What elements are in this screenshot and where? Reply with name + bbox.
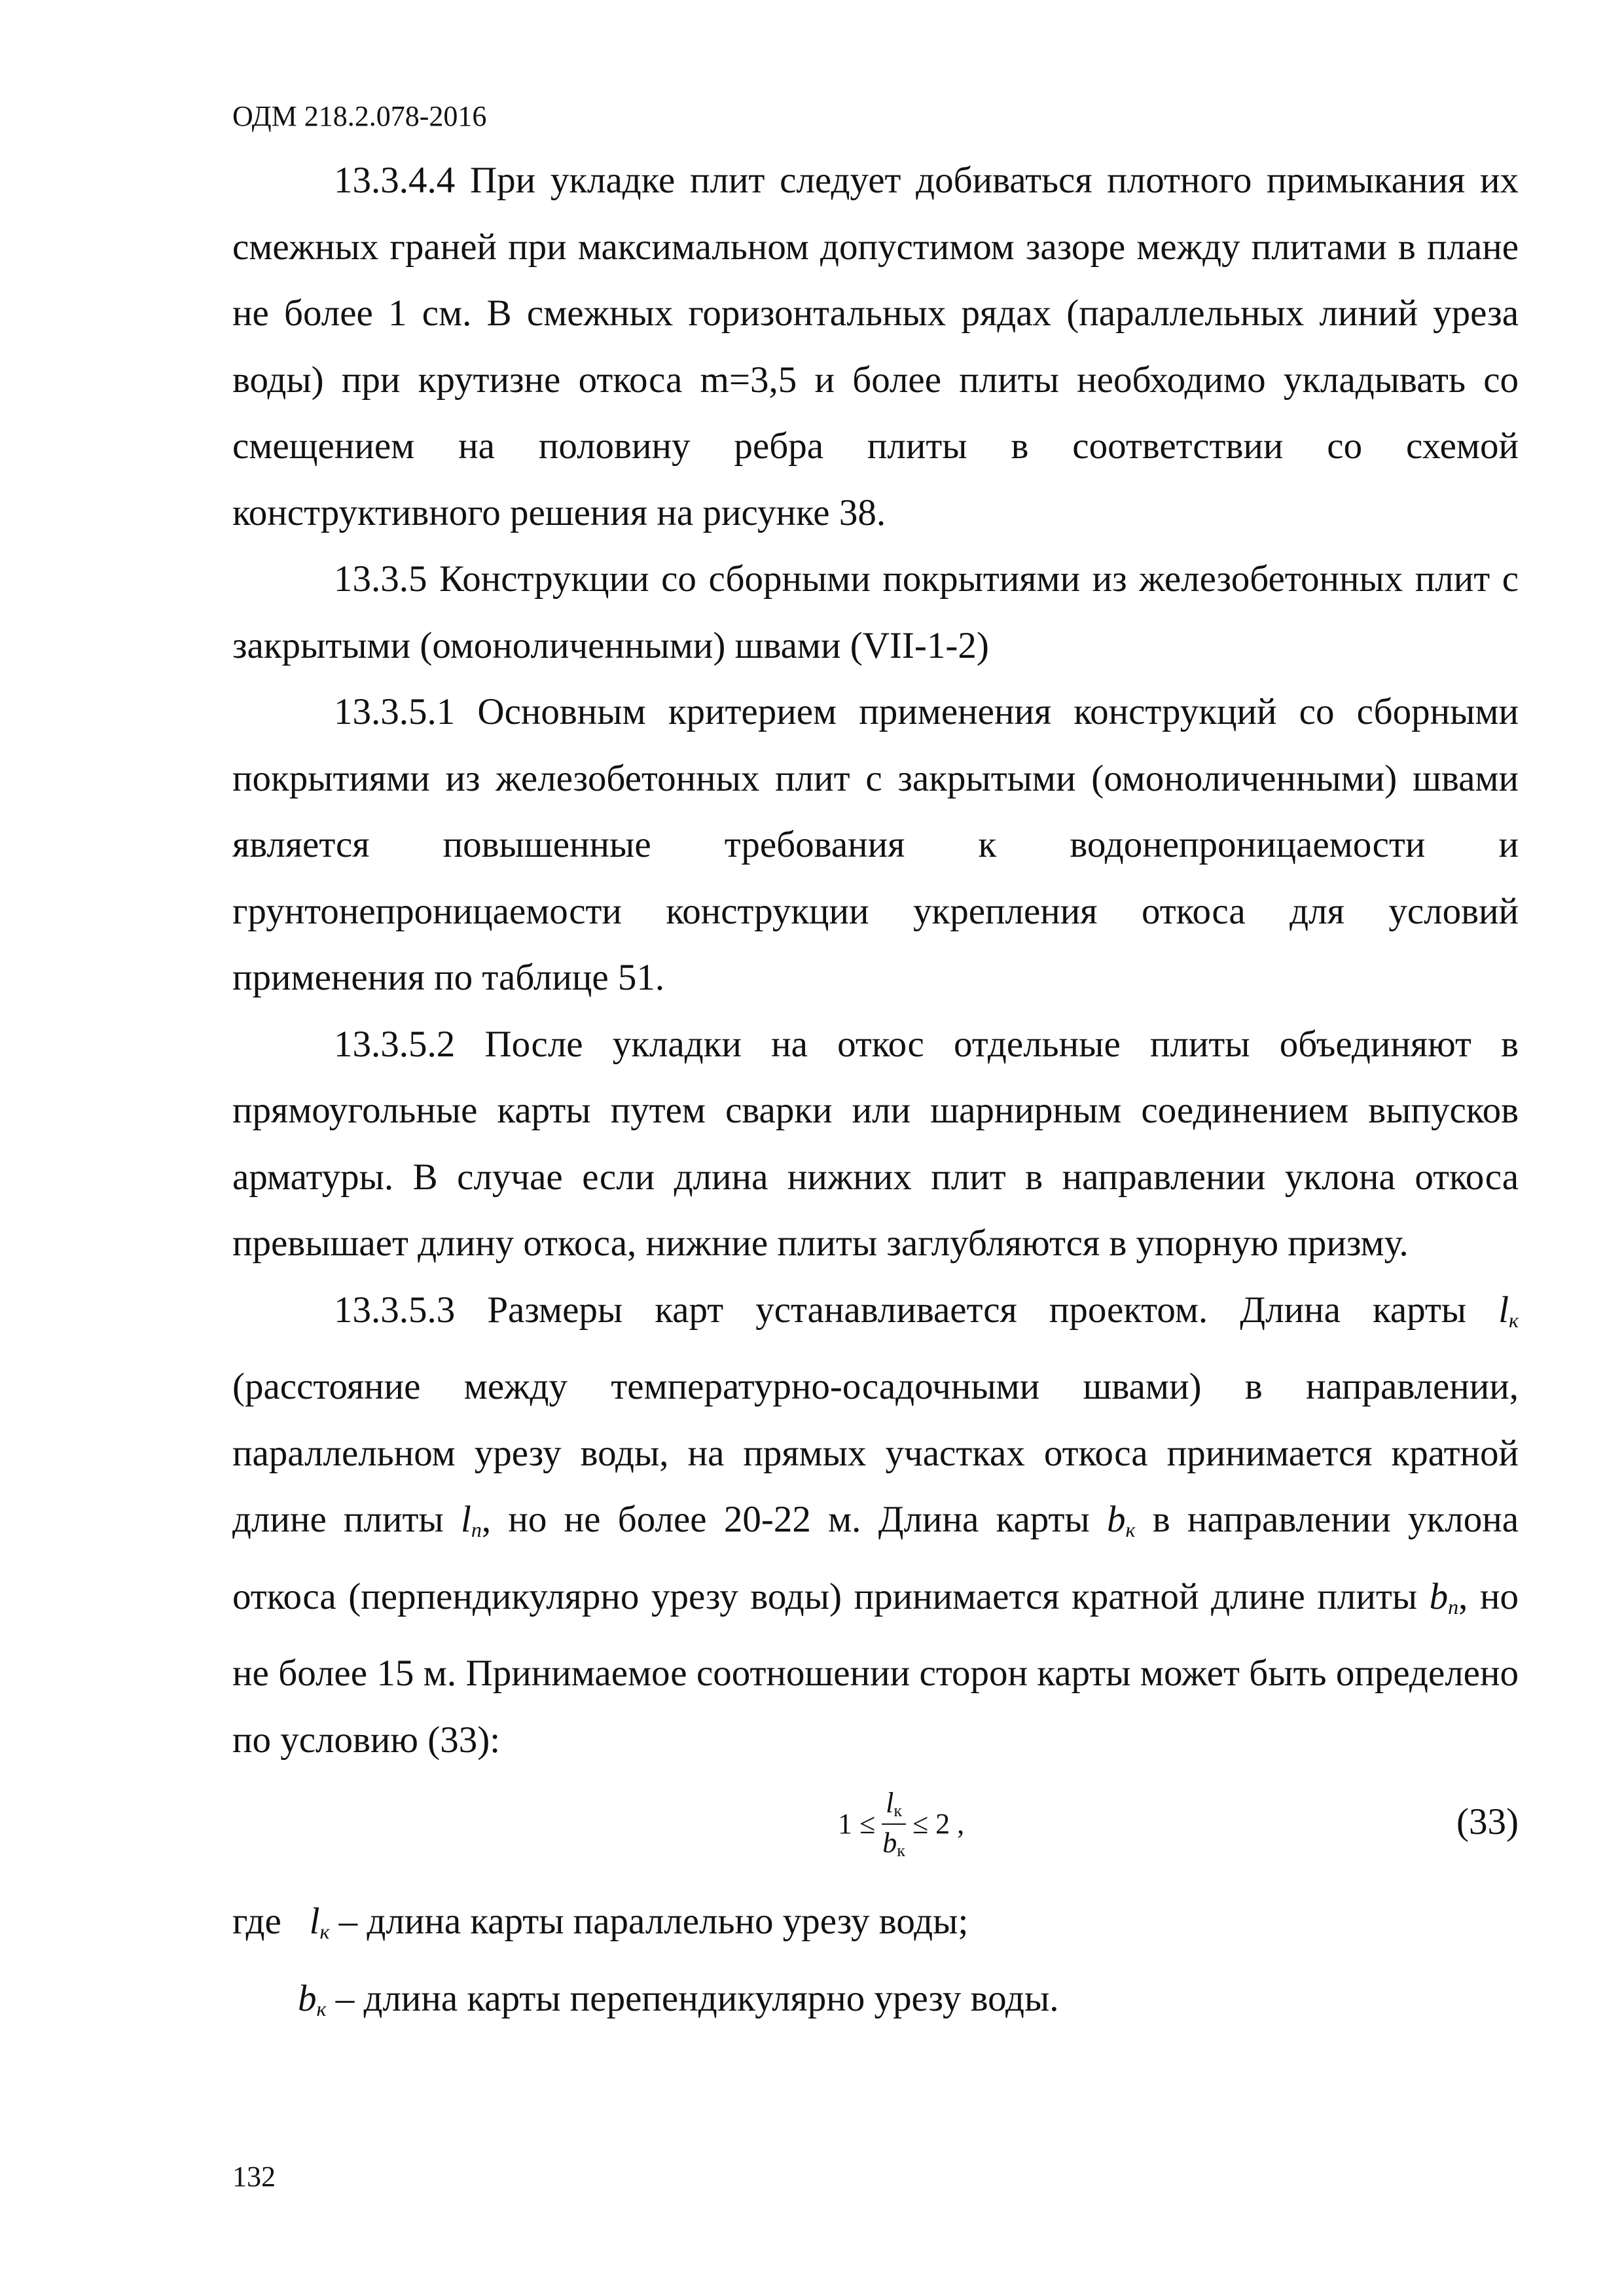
p5-text-3: , но не более 20-22 м. Длина карты	[481, 1499, 1108, 1540]
symbol-bk: $b_к$	[1107, 1499, 1136, 1541]
fraction-denominator: bк	[882, 1827, 905, 1860]
document-header: ОДМ 218.2.078-2016	[232, 100, 487, 132]
where-bk-text: – длина карты перепендикулярно урезу воды.	[326, 1977, 1059, 2019]
paragraph-13-3-5-2: 13.3.5.2 После укладки на откос отдельные плиты объединяют в прямоугольные карты путем сварки или шарнирным соединением выпусков арматуры. В случае если длина нижних плит в направлении уклона откоса превышает длину откоса, нижние плиты заглубляются в упорную призму.	[232, 1023, 1519, 1264]
symbol-bn: $b_п$	[1429, 1575, 1459, 1619]
paragraph-13-3-5-3	[232, 1277, 1519, 1774]
where-symbol-bk: $b_к$	[298, 1977, 327, 2020]
where-symbol-lk: $l_к$	[309, 1901, 330, 1943]
where-line-bk	[232, 1965, 1519, 2043]
where-lk-text: – длина карты параллельно урезу воды;	[329, 1901, 969, 1942]
equation-number: (33)	[1456, 1801, 1519, 1842]
symbol-ln: $l_п$	[461, 1499, 482, 1541]
p5-text-5: , но не более 15 м. Принимаемое соотношении сторон карты может быть определено по условию (33):	[232, 1575, 1519, 1761]
formula-expression	[838, 1789, 964, 1859]
page-number: 132	[232, 2161, 276, 2193]
formula-right: ≤ 2 ,	[912, 1808, 965, 1840]
paragraph-13-3-5: 13.3.5 Конструкции со сборными покрытиями из железобетонных плит с закрытыми (омоноличенными) швами (VII-1-2)	[232, 558, 1519, 666]
formula-fraction	[882, 1789, 906, 1859]
p5-text-1: 13.3.5.3 Размеры карт устанавливается проектом. Длина карты	[334, 1289, 1499, 1331]
formula-33	[232, 1776, 1519, 1880]
symbol-lk: $l_к$	[1498, 1289, 1519, 1332]
where-line-lk	[232, 1888, 1519, 1965]
formula-left: 1 ≤	[838, 1808, 876, 1840]
paragraph-13-3-4-4: 13.3.4.4 При укладке плит следует добиваться плотного примыкания их смежных граней при максимальном допустимом зазоре между плитами в плане не более 1 см. В смежных горизонтальных рядах (параллельных линий уреза воды) при крутизне откоса m=3,5 и более плиты необходимо укладывать со смещением на половину ребра плиты в соответствии со схемой конструктивного решения на рисунке 38.	[232, 160, 1519, 533]
p5-text-4: в направлении уклона откоса (перпендикулярно урезу воды) принимается кратной длине плиты	[232, 1499, 1519, 1617]
paragraph-13-3-5-1: 13.3.5.1 Основным критерием применения конструкций со сборными покрытиями из железобетонных плит с закрытыми (омоноличенными) швами является повышенные требования к водонепроницаемости и грунтонепроницаемости конструкции укрепления откоса для условий применения по таблице 51.	[232, 691, 1519, 998]
fraction-numerator: lк	[882, 1789, 906, 1825]
where-prefix: где	[232, 1901, 281, 1942]
p5-text-2: (расстояние между температурно-осадочными швами) в направлении, параллельном урезу воды, на прямых участках откоса принимается кратной длине плиты	[232, 1366, 1519, 1540]
body-text	[232, 147, 1519, 2042]
